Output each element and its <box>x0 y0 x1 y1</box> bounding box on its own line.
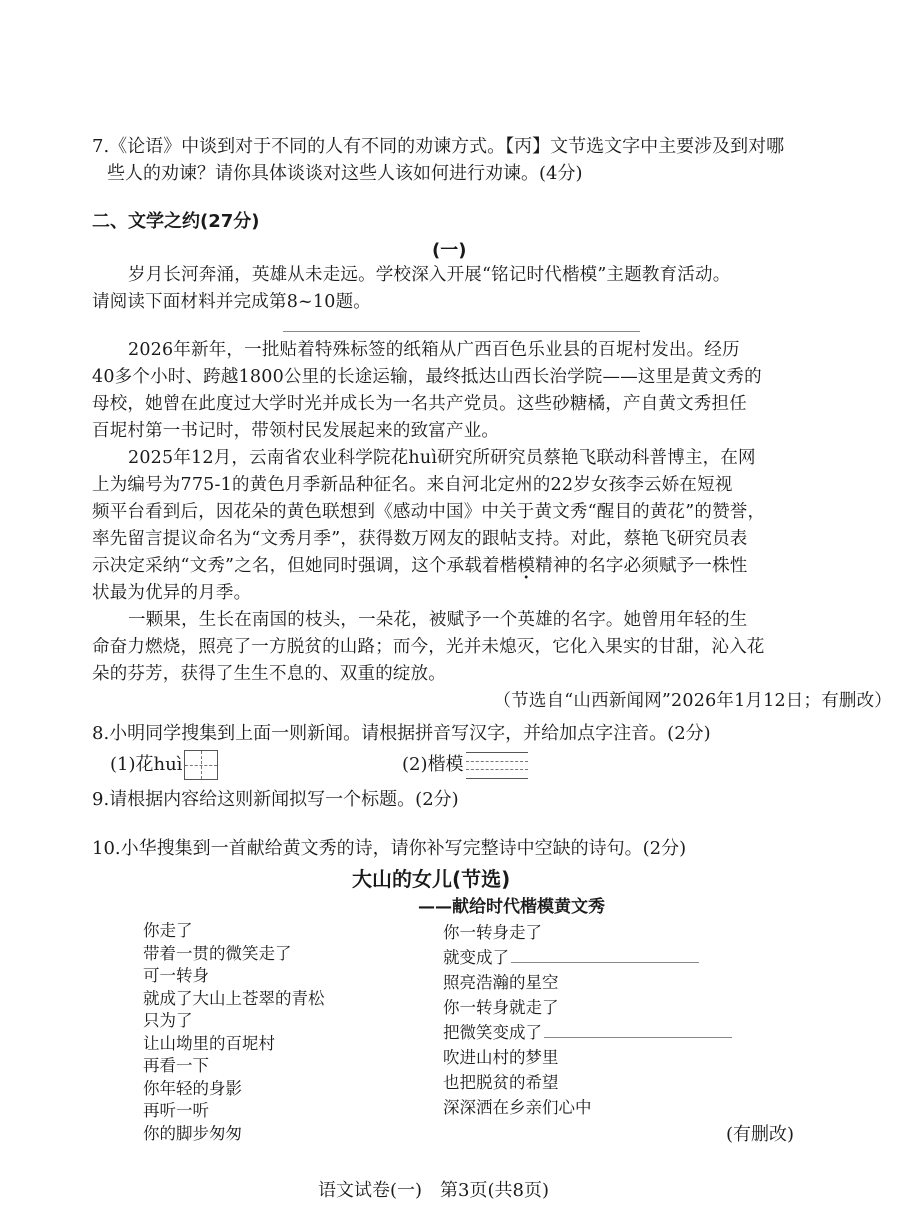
news-article <box>92 337 892 715</box>
poem-line-with-blank <box>443 1020 732 1045</box>
poem-line: 也把脱贫的希望 <box>443 1073 559 1092</box>
pinyin-writing-lines[interactable] <box>466 750 528 780</box>
question-8: 8.小明同学搜集到上面一则新闻。请根据拼音写汉字，并给加点字注音。(2分) <box>92 723 711 744</box>
poem-line: 你一转身就走了 <box>443 998 559 1017</box>
poem-line: 让山坳里的百坭村 <box>143 1033 275 1053</box>
pinyin-answer-box[interactable] <box>184 750 218 780</box>
poem-line: 就成了大山上苍翠的青松 <box>143 988 325 1008</box>
question-7 <box>92 133 892 187</box>
news-p1-line: 母校，她曾在此度过大学时光并成长为一名共产党员。这些砂糖橘，产自黄文秀担任 <box>92 394 747 414</box>
poem-line: 照亮浩瀚的星空 <box>443 973 559 992</box>
news-p2-line: 率先留言提议命名为“文秀月季”，获得数万网友的跟帖支持。对此，蔡艳飞研究员表 <box>92 529 748 549</box>
poem-blank-1[interactable] <box>511 948 699 963</box>
poem-line: 带着一贯的微笑走了 <box>143 943 292 963</box>
question-7-line1: 7.《论语》中谈到对于不同的人有不同的劝谏方式。【丙】文节选文字中主要涉及到对哪 <box>92 136 785 157</box>
question-9: 9.请根据内容给这则新闻拟写一个标题。(2分) <box>92 789 459 810</box>
poem-line: 吹进山村的梦里 <box>443 1048 559 1067</box>
poem-right-column <box>443 920 732 1120</box>
news-p2-line: 上为编号为775-1的黄色月季新品种征名。来自河北定州的22岁女孩李云娇在短视 <box>92 475 733 495</box>
poem-line: 再看一下 <box>143 1056 209 1075</box>
page-footer: 语文试卷(一) 第3页(共8页) <box>318 1180 549 1201</box>
question-8-item-1-label: (1)花huì <box>110 754 183 775</box>
news-p3-line: 一颗果，生长在南国的枝头，一朵花，被赋予一个英雄的名字。她曾用年轻的生 <box>128 610 748 630</box>
part-1-intro <box>92 262 892 316</box>
part-1-heading: (一) <box>432 240 467 261</box>
part-1-intro-line1: 岁月长河奔涌，英雄从未走远。学校深入开展“铭记时代楷模”主题教育活动。 <box>128 265 731 285</box>
poem-line: 深深洒在乡亲们心中 <box>443 1098 592 1117</box>
question-10: 10.小华搜集到一首献给黄文秀的诗，请你补写完整诗中空缺的诗句。(2分) <box>92 838 687 859</box>
question-8-item-2 <box>402 750 528 780</box>
news-paragraph-2 <box>92 445 892 607</box>
news-paragraph-3 <box>92 607 892 688</box>
news-source: （节选自“山西新闻网”2026年1月12日；有删改） <box>493 691 892 711</box>
poem-line: 你一转身走了 <box>443 923 542 942</box>
poem-line: 你年轻的身影 <box>143 1078 242 1098</box>
news-p1-line: 百坭村第一书记时，带领村民发展起来的致富产业。 <box>92 421 500 441</box>
news-p2-line5-part-b: 精神的名字必须赋予一株性 <box>535 556 748 576</box>
poem-note: (有删改) <box>726 1124 795 1145</box>
poem-line: 可一转身 <box>143 966 209 985</box>
news-p2-line: 频平台看到后，因花朵的黄色联想到《感动中国》中关于黄文秀“醒目的黄花”的赞誉， <box>92 502 766 522</box>
poem-subtitle: ——献给时代楷模黄文秀 <box>418 897 605 917</box>
question-7-line2: 些人的劝谏？请你具体谈谈对这些人该如何进行劝谏。(4分) <box>107 163 583 184</box>
poem-line-text: 就变成了 <box>443 948 509 967</box>
news-p1-line: 2026年新年，一批贴着特殊标签的纸箱从广西百色乐业县的百坭村发出。经历 <box>128 340 740 360</box>
poem-title: 大山的女儿(节选) <box>352 867 511 891</box>
news-p1-line: 40多个小时、跨越1800公里的长途运输，最终抵达山西长治学院——这里是黄文秀的 <box>92 367 762 387</box>
news-paragraph-1 <box>92 337 892 445</box>
poem-line: 再听一听 <box>143 1101 209 1120</box>
poem-left-column <box>143 920 325 1145</box>
poem-line: 只为了 <box>143 1011 193 1030</box>
poem-line-with-blank <box>443 945 732 970</box>
part-1-intro-line2: 请阅读下面材料并完成第8~10题。 <box>92 292 371 312</box>
poem-line: 你的脚步匆匆 <box>143 1123 242 1143</box>
news-top-rule <box>283 331 640 332</box>
news-p2-line: 2025年12月，云南省农业科学院花huì研究所研究员蔡艳飞联动科普博主，在网 <box>128 448 756 468</box>
poem-blank-2[interactable] <box>544 1023 732 1038</box>
question-8-item-1 <box>110 750 218 780</box>
poem-line: 你走了 <box>143 921 193 940</box>
news-p2-line5-part-a: 示决定采纳“文秀”之名，但她同时强调，这个承载着楷 <box>92 556 518 576</box>
news-p2-line <box>92 553 892 580</box>
question-8-item-2-label: (2)楷模 <box>402 754 464 775</box>
emphasis-dot-character: 模 <box>517 556 536 576</box>
news-p3-line: 朵的芬芳，获得了生生不息的、双重的绽放。 <box>92 664 446 684</box>
news-p2-line: 状最为优异的月季。 <box>92 583 252 603</box>
news-p3-line: 命奋力燃烧，照亮了一方脱贫的山路；而今，光并未熄灭，它化入果实的甘甜，沁入花 <box>92 637 765 657</box>
poem-line-text: 把微笑变成了 <box>443 1023 542 1042</box>
section-2-title: 二、文学之约(27分) <box>92 211 260 232</box>
